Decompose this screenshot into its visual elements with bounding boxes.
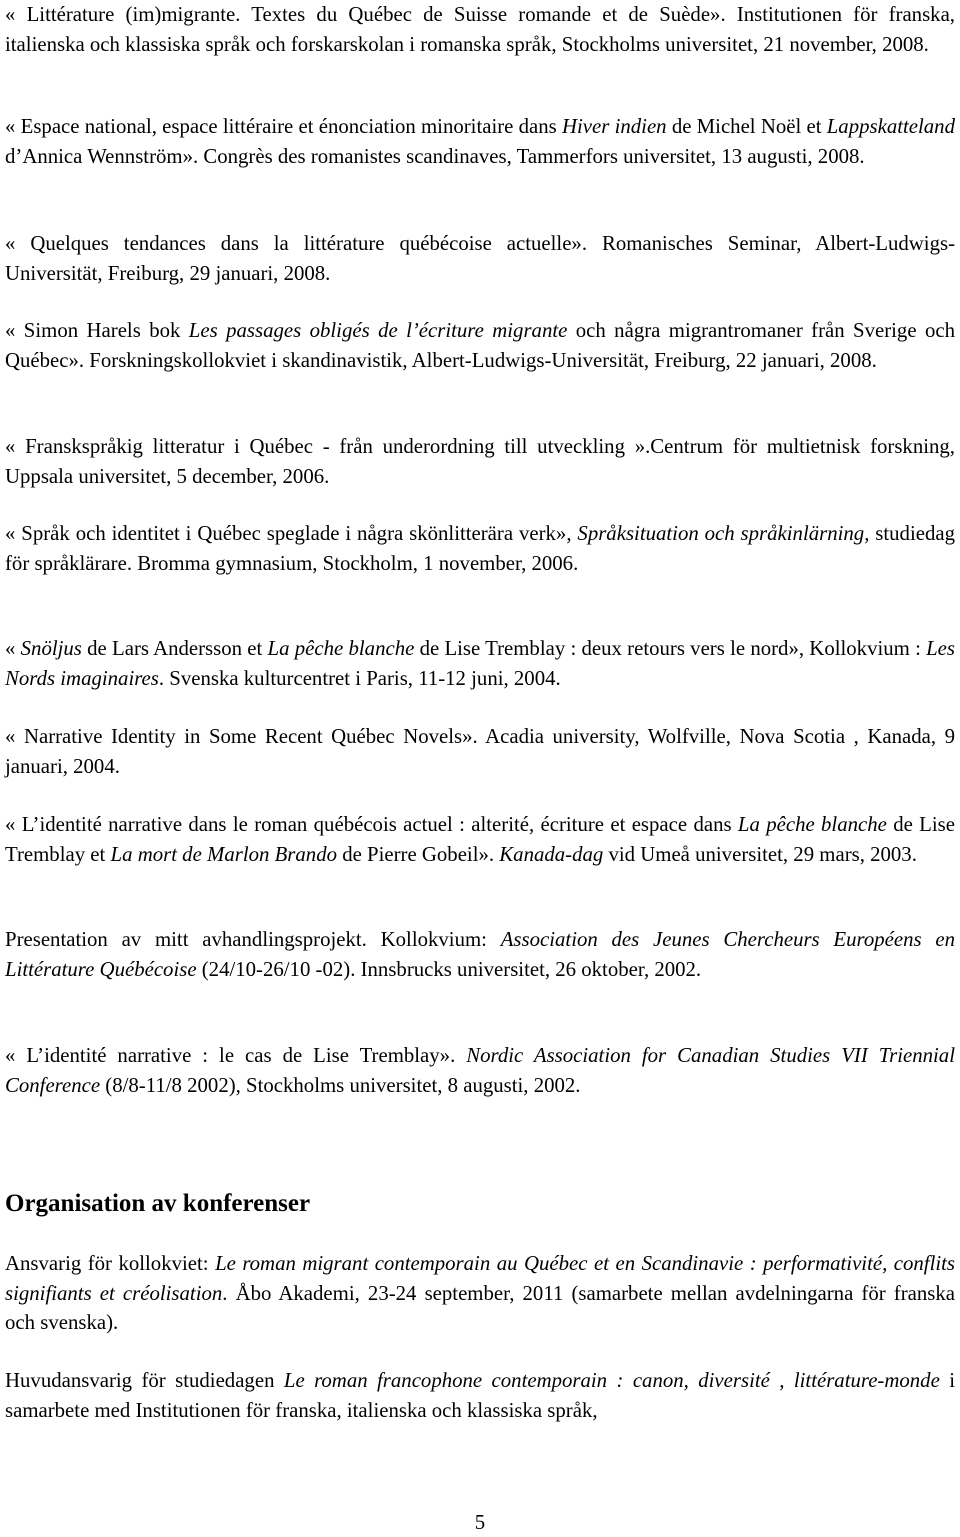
italic-title-text: La mort de Marlon Brando bbox=[110, 842, 337, 866]
entry-9 bbox=[5, 810, 955, 869]
entry-7 bbox=[5, 634, 955, 693]
entry-text: d’Annica Wennström». Congrès des romanistes scandinaves, Tammerfors universitet, 13 augusti, 2008. bbox=[5, 144, 865, 168]
italic-title-text: La pêche blanche bbox=[737, 813, 887, 836]
italic-title-text: Lappskatteland bbox=[826, 115, 955, 138]
entry-text: de Lars Andersson et bbox=[81, 637, 268, 660]
italic-title-text: Nordic Association for Canadian Studies VII Triennial Conference bbox=[5, 1044, 955, 1097]
entry-text: « Simon Harels bok bbox=[5, 319, 189, 342]
entry-text: « bbox=[5, 637, 21, 660]
entry-1 bbox=[5, 0, 955, 59]
entry-3 bbox=[5, 229, 955, 288]
entry-11 bbox=[5, 1041, 955, 1100]
organisation-entry-1 bbox=[5, 1249, 955, 1338]
entry-text: , studiedag för språklärare. Bromma gymnasium, Stockholm, 1 november, 2006. bbox=[5, 522, 955, 575]
entry-text: « L’identité narrative dans le roman québécois actuel : alterité, écriture et espace dans bbox=[5, 813, 738, 836]
italic-title-text: La pêche blanche bbox=[267, 637, 415, 660]
organisation-entry-2 bbox=[5, 1366, 955, 1425]
entry-text: de Lise Tremblay : deux retours vers le nord», Kollokvium : bbox=[414, 637, 927, 660]
section-heading: Organisation av konferenser bbox=[5, 1190, 311, 1217]
entry-10 bbox=[5, 925, 955, 984]
italic-title-text: Snöljus bbox=[20, 637, 82, 660]
italic-title-text: Språksituation och språkinlärning bbox=[577, 522, 865, 545]
page-number: 5 bbox=[474, 1511, 486, 1534]
entry-text: « Littérature (im)migrante. Textes du Québec de Suisse romande et de Suède». Institutionen för franska, italienska och klassiska språk och forskarskolan i romanska språk, Stockholms universitet, 21 november, 2008. bbox=[5, 3, 955, 56]
italic-title-text: Les passages obligés de l’écriture migrante bbox=[188, 319, 568, 342]
entry-text: « Narrative Identity in Some Recent Québec Novels». Acadia university, Wolfville, Nova Scotia , Kanada, 9 januari, 2004. bbox=[5, 725, 955, 778]
entry-text: (24/10-26/10 -02). Innsbrucks universitet, 26 oktober, 2002. bbox=[196, 957, 702, 981]
entry-text: . Åbo Akademi, 23-24 september, 2011 (samarbete mellan avdelningarna för franska och svenska). bbox=[5, 1281, 955, 1334]
entry-text: « Språk och identitet i Québec speglade i några skönlitterära verk», bbox=[5, 522, 578, 545]
entry-text: de Lise Tremblay et bbox=[5, 813, 955, 866]
entry-2 bbox=[5, 112, 955, 171]
entry-text: de Michel Noël et bbox=[666, 115, 827, 138]
italic-title-text: Le roman francophone contemporain : canon, diversité , littérature-monde bbox=[283, 1369, 940, 1392]
entry-4 bbox=[5, 316, 955, 375]
italic-title-text: Les Nords imaginaires bbox=[5, 637, 955, 690]
entry-text: « Quelques tendances dans la littérature québécoise actuelle». Romanisches Seminar, Albert-Ludwigs-Universität, Freiburg, 29 januari, 2008. bbox=[5, 232, 955, 285]
entry-text: . Svenska kulturcentret i Paris, 11-12 juni, 2004. bbox=[158, 666, 561, 690]
italic-title-text: Hiver indien bbox=[562, 115, 667, 138]
entry-text: vid Umeå universitet, 29 mars, 2003. bbox=[603, 842, 917, 866]
italic-title-text: Kanada-dag bbox=[499, 842, 604, 866]
entry-text: Presentation av mitt avhandlingsprojekt. Kollokvium: bbox=[5, 928, 501, 951]
entry-text: Ansvarig för kollokviet: bbox=[5, 1252, 216, 1275]
entry-6 bbox=[5, 519, 955, 578]
italic-title-text: Le roman migrant contemporain au Québec et en Scandinavie : performativité, conflits signifiants et créolisation bbox=[5, 1252, 955, 1305]
italic-title-text: Association des Jeunes Chercheurs Européens en Littérature Québécoise bbox=[5, 928, 955, 981]
entry-text: Huvudansvarig för studiedagen bbox=[5, 1369, 284, 1392]
entry-5 bbox=[5, 432, 955, 491]
entry-text: « Franskspråkig litteratur i Québec - från underordning till utveckling ».Centrum för multietnisk forskning, Uppsala universitet, 5 december, 2006. bbox=[5, 435, 955, 488]
entry-8 bbox=[5, 722, 955, 781]
entry-text: de Pierre Gobeil». bbox=[337, 842, 500, 866]
entry-text: « L’identité narrative : le cas de Lise Tremblay». bbox=[5, 1044, 467, 1067]
entry-text: i samarbete med Institutionen för franska, italienska och klassiska språk, bbox=[5, 1369, 955, 1422]
entry-text: (8/8-11/8 2002), Stockholms universitet, 8 augusti, 2002. bbox=[100, 1073, 581, 1097]
entry-text: « Espace national, espace littéraire et énonciation minoritaire dans bbox=[5, 115, 562, 138]
entry-text: och några migrantromaner från Sverige och Québec». Forskningskollokviet i skandinavistik, Albert-Ludwigs-Universität, Freiburg, 22 januari, 2008. bbox=[5, 319, 955, 372]
